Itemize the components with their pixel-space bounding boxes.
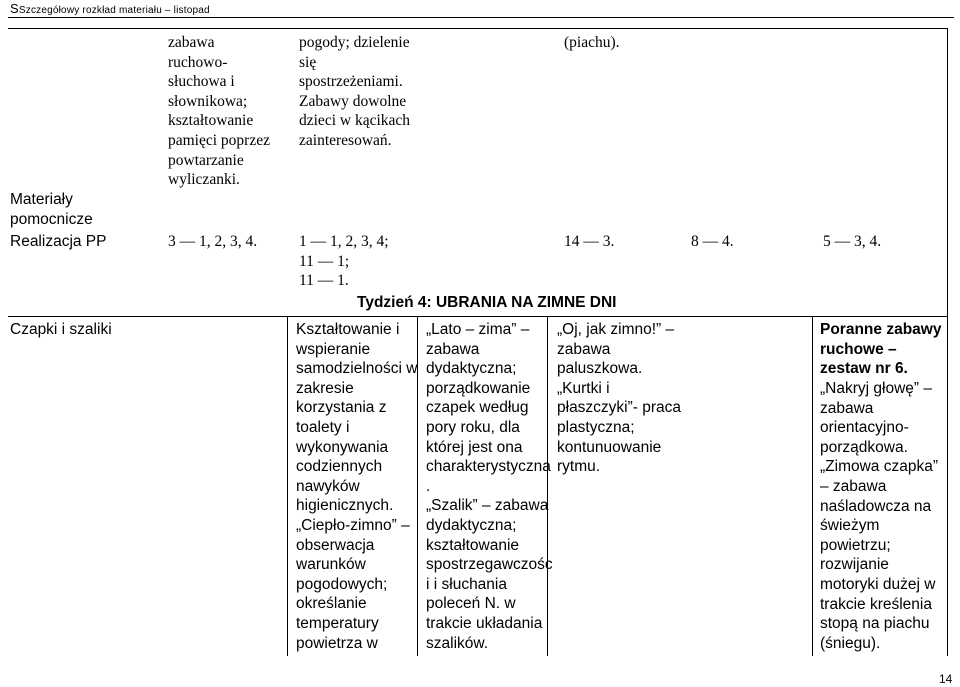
day-cell-routines: Kształtowanie i wspieranie samodzielności w zakresie korzystania z toalety i wykonywania codziennych nawyków higienicznych. „Ciepło-zimno” – obserwacja warunków pogodowych; określanie temperatury powietrza w (296, 321, 418, 652)
realization-label: Realizacja PP (10, 233, 107, 250)
day-cell-morning-exercises-heading: Poranne zabawy ruchowe – zestaw nr 6. (820, 321, 942, 378)
realization-value-5: 5 — 3, 4. (823, 233, 882, 250)
document-header (10, 1, 210, 16)
realization-value-1: 3 — 1, 2, 3, 4. (168, 233, 258, 250)
column-divider-4 (812, 316, 813, 656)
realization-value-3: 14 — 3. (564, 233, 615, 250)
column-divider-1 (287, 316, 288, 656)
top-cell-note: (piachu). (564, 34, 620, 51)
day-topic: Czapki i szaliki (10, 321, 112, 338)
header-title: Szczegółowy rozkład materiału – listopad (18, 5, 210, 16)
week-row-bottom-border (8, 316, 948, 317)
top-cell-activities: zabawa ruchowo- słuchowa i słownikowa; kształtowanie pamięci poprzez powtarzanie wyliczanki. (168, 34, 270, 189)
page-number: 14 (939, 672, 953, 686)
week-title: Tydzień 4: UBRANIA NA ZIMNE DNI (357, 294, 617, 311)
materials-label: Materiały pomocnicze (10, 191, 93, 228)
header-rule (8, 17, 954, 18)
realization-value-4: 8 — 4. (691, 233, 734, 250)
day-cell-didactic-games: „Lato – zima” – zabawa dydaktyczna; porządkowanie czapek według pory roku, dla której jest ona charakterystyczna . „Szalik” – zabawa dydaktyczna; kształtowanie spostrzegawczośc i i słuchania poleceń N. w trakcie układania szalików. (426, 321, 553, 652)
header-title-initial: S (10, 1, 19, 16)
table-right-border (947, 28, 948, 656)
realization-value-2: 1 — 1, 2, 3, 4; 11 — 1; 11 — 1. (299, 233, 389, 290)
day-cell-morning-exercises-body: „Nakryj głowę” – zabawa orientacyjno- porządkowa. „Zimowa czapka” – zabawa naśladowcza na świeżym powietrzu; rozwijanie motoryki dużej w trakcie kreślenia stopą na piachu (śniegu). (820, 380, 938, 652)
top-cell-observations: pogody; dzielenie się spostrzeżeniami. Zabawy dowolne dzieci w kącikach zainteresowań. (299, 34, 411, 149)
day-cell-art-activities: „Oj, jak zimno!” – zabawa paluszkowa. „Kurtki i płaszczyki”- praca plastyczna; kontunuowanie rytmu. (557, 321, 682, 476)
table-top-border (8, 28, 948, 29)
